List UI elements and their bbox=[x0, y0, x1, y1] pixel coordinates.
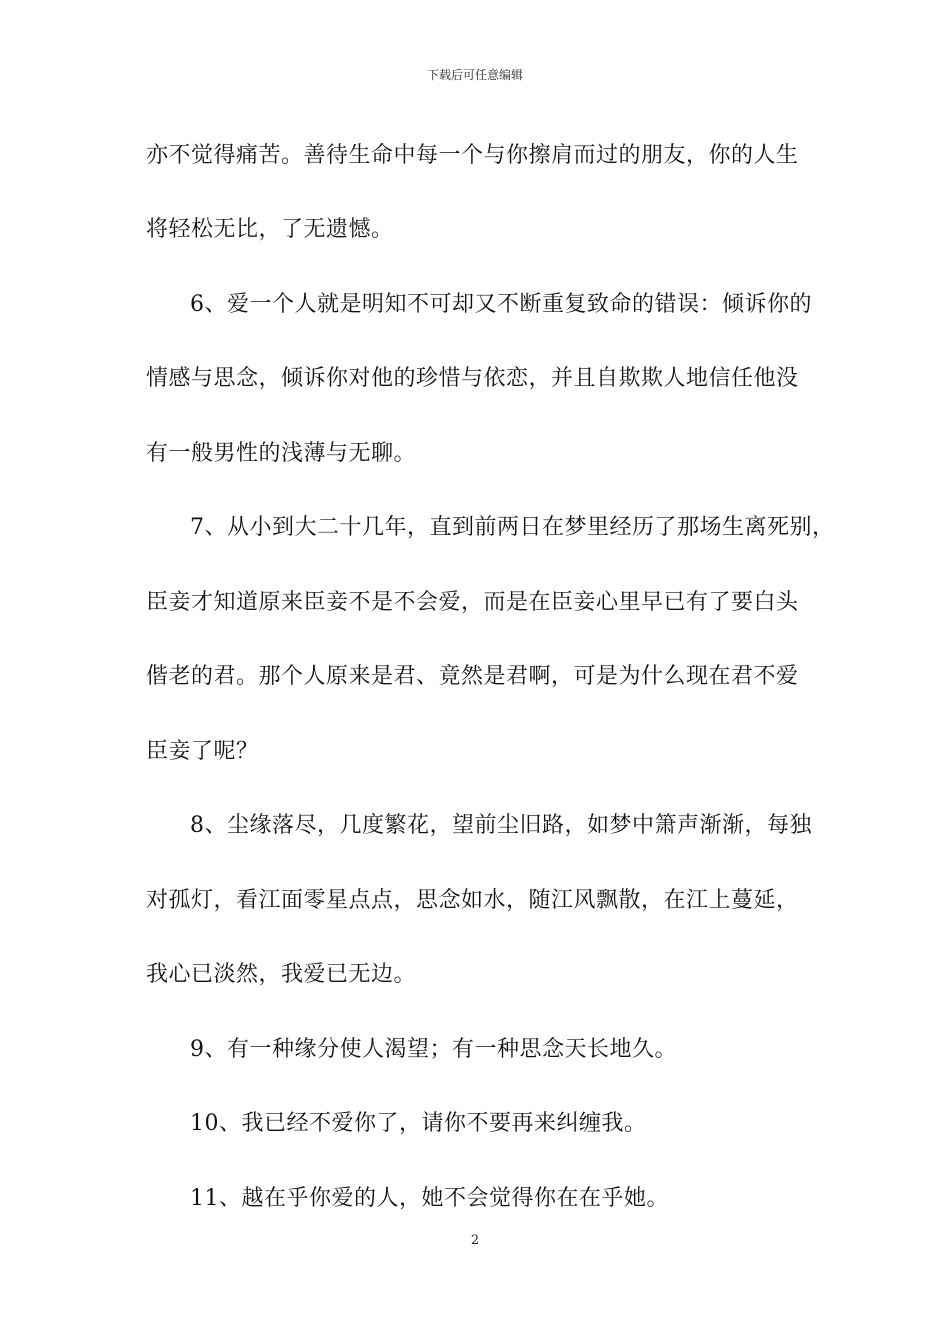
paragraph-7-start: 7、从小到大二十几年，直到前两日在梦里经历了那场生离死别， bbox=[190, 515, 835, 540]
body-line: 偕老的君。那个人原来是君、竟然是君啊，可是为什么现在君不爱 bbox=[146, 664, 799, 689]
paragraph-9: 9、有一种缘分使人渴望；有一种思念天长地久。 bbox=[190, 1037, 677, 1062]
body-line: 将轻松无比，了无遗憾。 bbox=[146, 217, 394, 242]
body-line: 我心已淡然，我爱已无边。 bbox=[146, 962, 417, 987]
page-number: 2 bbox=[470, 1233, 480, 1248]
body-line: 臣妾才知道原来臣妾不是不会爱，而是在臣妾心里早已有了要白头 bbox=[146, 590, 799, 615]
body-line: 有一般男性的浅薄与无聊。 bbox=[146, 441, 417, 466]
paragraph-11: 11、越在乎你爱的人，她不会觉得你在在乎她。 bbox=[190, 1186, 669, 1211]
page-header-note: 下载后可任意编辑 bbox=[426, 68, 523, 82]
paragraph-6-start: 6、爱一个人就是明知不可却又不断重复致命的错误：倾诉你的 bbox=[190, 292, 812, 317]
body-line: 情感与思念，倾诉你对他的珍惜与依恋，并且自欺欺人地信任他没 bbox=[146, 366, 799, 391]
body-line: 臣妾了呢？ bbox=[146, 739, 259, 764]
body-line: 对孤灯，看江面零星点点，思念如水，随江风飘散，在江上蔓延， bbox=[146, 888, 799, 913]
body-line: 亦不觉得痛苦。善待生命中每一个与你擦肩而过的朋友，你的人生 bbox=[146, 143, 799, 168]
paragraph-10: 10、我已经不爱你了，请你不要再来纠缠我。 bbox=[190, 1111, 647, 1136]
paragraph-8-start: 8、尘缘落尽，几度繁花，望前尘旧路，如梦中箫声渐渐，每独 bbox=[190, 813, 812, 838]
